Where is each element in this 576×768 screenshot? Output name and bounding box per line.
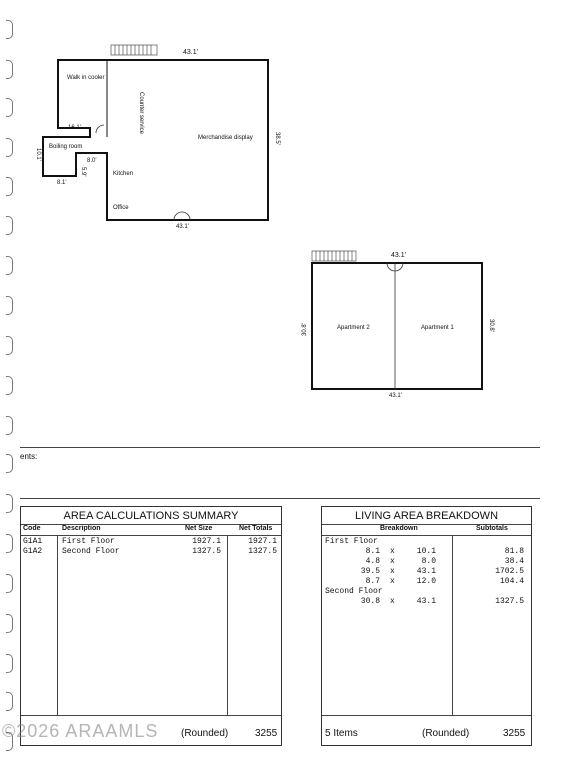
breakdown-x: x <box>390 547 395 556</box>
col-net-totals: Net Totals <box>239 525 273 532</box>
row-net-total: 1927.1 <box>248 537 277 546</box>
row-net-size: 1927.1 <box>192 537 221 546</box>
area-summary-title: AREA CALCULATIONS SUMMARY <box>63 510 239 522</box>
breakdown-a: 8.1 <box>365 547 380 556</box>
divider <box>57 535 58 715</box>
room-walk-in: Walk in cooler <box>67 75 105 81</box>
col-net-size: Net Size <box>185 525 213 532</box>
breakdown-a: 8.7 <box>365 577 380 586</box>
breakdown-subtotal: 1702.5 <box>495 567 524 576</box>
dim-16: 16.1' <box>68 125 81 131</box>
breakdown-b: 43.1 <box>416 597 436 606</box>
binder-tab <box>6 534 13 553</box>
divider <box>21 535 281 536</box>
row-description: Second Floor <box>62 547 120 556</box>
room-apartment-2: Apartment 2 <box>337 325 370 331</box>
breakdown-a: 4.8 <box>365 557 380 566</box>
divider <box>227 535 228 715</box>
breakdown-b: 10.1 <box>416 547 436 556</box>
dim-bottom: 43.1' <box>176 224 189 230</box>
comments-label: ents: <box>20 452 38 461</box>
area-summary-box <box>20 506 282 746</box>
dim-8-1: 8.1' <box>57 180 67 186</box>
breakdown-a: 39.5 <box>360 567 380 576</box>
dim-10: 10.1' <box>35 148 41 161</box>
table-row <box>23 537 42 546</box>
binder-tab <box>6 692 13 711</box>
room-boiling: Boiling room <box>49 144 83 150</box>
binder-tab <box>6 454 13 473</box>
binder-tab <box>6 574 13 593</box>
dim-5-9: 5.9' <box>80 167 86 177</box>
first-floor-outline <box>0 0 576 240</box>
breakdown-b: 43.1 <box>416 567 436 576</box>
row-code: G1A2 <box>23 547 43 556</box>
breakdown-subtotal: 1327.5 <box>495 597 524 606</box>
dim-8-0: 8.0' <box>87 158 97 164</box>
room-merchandise: Merchandise display <box>198 135 253 141</box>
row-net-total: 1327.5 <box>248 547 277 556</box>
living-breakdown-title: LIVING AREA BREAKDOWN <box>354 510 499 522</box>
living-rounded-label: (Rounded) <box>422 728 470 739</box>
breakdown-b: 12.0 <box>416 577 436 586</box>
dim-right: 30.8' <box>488 319 494 332</box>
section-divider <box>20 498 540 499</box>
area-rounded-label: (Rounded) <box>181 728 229 739</box>
breakdown-x: x <box>390 577 395 586</box>
breakdown-x: x <box>390 557 395 566</box>
second-floor-plan <box>0 240 576 410</box>
living-breakdown-box <box>321 506 532 746</box>
col-code: Code <box>23 525 41 532</box>
binder-tab <box>6 654 13 673</box>
dim-top: 43.1' <box>183 49 198 56</box>
dim-top: 43.1' <box>391 252 406 259</box>
area-total: 3255 <box>255 728 278 739</box>
room-office: Office <box>113 205 129 211</box>
counter-service-label: Counter service <box>138 92 144 135</box>
copyright-watermark: ©2026 ARAAMLS <box>2 721 159 741</box>
breakdown-x: x <box>390 567 395 576</box>
breakdown-a: 30.8 <box>360 597 380 606</box>
dim-right: 38.5' <box>274 132 280 145</box>
divider <box>21 715 281 716</box>
room-apartment-1: Apartment 1 <box>421 325 454 331</box>
breakdown-subtotal: 104.4 <box>499 577 524 586</box>
stairs-icon <box>312 251 356 261</box>
room-kitchen: Kitchen <box>113 171 134 177</box>
binder-tab <box>6 494 13 513</box>
door-icon <box>174 212 190 220</box>
items-count: 5 Items <box>325 728 358 739</box>
row-code: G1A1 <box>23 537 43 546</box>
group-second-floor: Second Floor <box>325 587 383 596</box>
col-breakdown: Breakdown <box>380 525 418 532</box>
divider <box>322 715 531 716</box>
divider <box>322 535 531 536</box>
row-net-size: 1327.5 <box>192 547 221 556</box>
table-row <box>23 547 42 556</box>
dim-bottom: 43.1' <box>389 393 402 399</box>
breakdown-x: x <box>390 597 395 606</box>
first-floor-plan <box>0 0 576 240</box>
breakdown-subtotal: 38.4 <box>504 557 524 566</box>
stairs-icon <box>111 45 157 55</box>
binder-tab <box>6 416 13 435</box>
breakdown-subtotal: 81.8 <box>504 547 524 556</box>
col-subtotals: Subtotals <box>476 525 508 532</box>
living-total: 3255 <box>503 728 526 739</box>
dim-left: 30.8' <box>302 323 308 336</box>
breakdown-b: 8.0 <box>421 557 436 566</box>
section-divider <box>20 447 540 448</box>
binder-tab <box>6 614 13 633</box>
col-description: Description <box>62 525 101 532</box>
group-first-floor: First Floor <box>325 537 378 546</box>
divider <box>452 535 453 715</box>
row-description: First Floor <box>62 537 115 546</box>
